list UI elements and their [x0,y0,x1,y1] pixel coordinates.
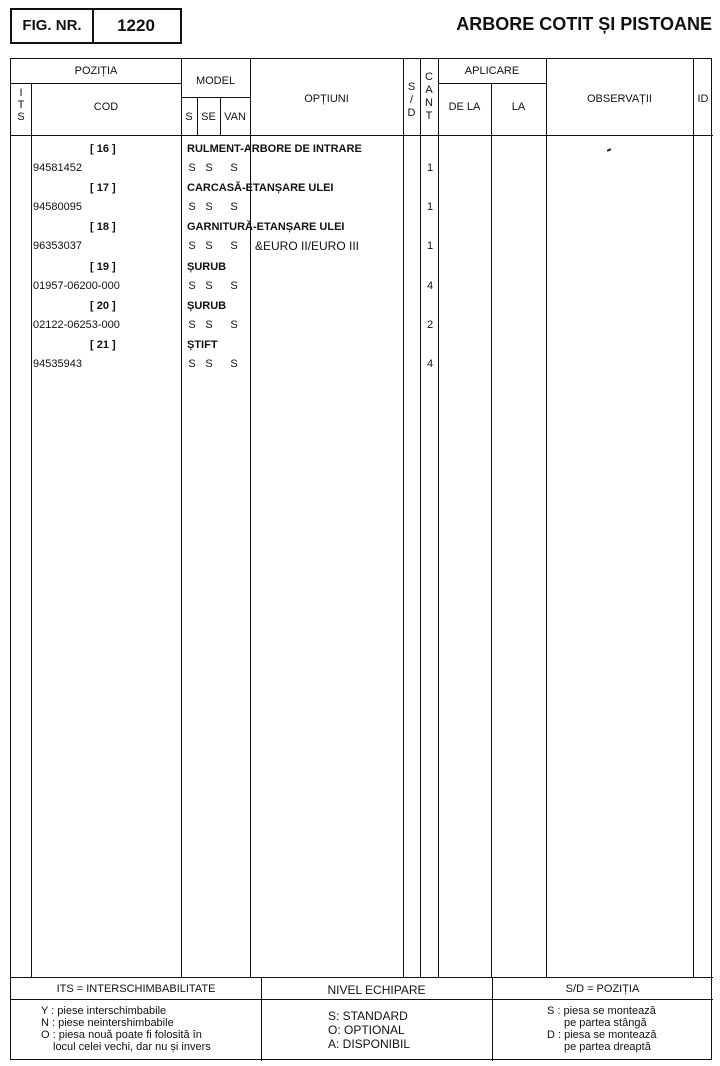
row-model-van: S [230,201,238,213]
row-part-name: ȘURUB [187,261,227,273]
figure-label: FIG. NR. [12,10,94,42]
row-quantity: 4 [426,358,434,370]
header-model-se: SE [201,111,216,123]
row-quantity: 1 [426,240,434,252]
page-title: ARBORE COTIT ȘI PISTOANE [456,14,712,34]
row-model-van: S [230,319,238,331]
row-model-se: S [205,201,213,213]
sd-legend: S : piesa se montează pe partea stângă D : piesa se montează pe partea dreaptă [547,1005,657,1053]
ink-mark [607,148,611,152]
header-aplicare: APLICARE [464,65,520,77]
its-legend: Y : piese interschimbabile N : piese neintershimbabile O : piesa nouă poate fi folosită în locul celei vechi, dar nu și invers [41,1005,211,1053]
divider [693,59,694,977]
row-model-se: S [205,280,213,292]
row-quantity: 1 [426,201,434,213]
divider [438,59,439,977]
row-model-van: S [230,358,238,370]
row-model-s: S [188,162,196,174]
row-model-s: S [188,240,196,252]
header-model-s: S [185,111,193,123]
figure-number: 1220 [117,16,155,35]
row-position: [ 21 ] [90,339,116,351]
row-quantity: 4 [426,280,434,292]
row-part-name: ȘTIFT [187,339,218,351]
row-position: [ 16 ] [90,143,116,155]
row-model-s: S [188,280,196,292]
row-model-se: S [205,162,213,174]
header-model: MODEL [195,75,236,87]
divider [11,135,713,136]
divider [31,83,32,977]
nivel-legend-title: NIVEL ECHIPARE [327,983,426,997]
row-part-name: CARCASĂ-ETANȘARE ULEI [187,182,334,194]
row-part-code: 94581452 [33,162,82,174]
row-model-van: S [230,280,238,292]
divider [181,59,182,977]
row-part-code: 94535943 [33,358,82,370]
nivel-legend: S: STANDARD O: OPTIONAL A: DISPONIBIL [328,1009,411,1051]
sd-legend-title: S/D = POZIȚIA [565,983,640,995]
row-part-code: 96353037 [33,240,82,252]
figure-number-box [10,8,182,44]
header-its: I T S [17,87,25,123]
divider [420,59,421,977]
row-model-s: S [188,201,196,213]
divider [250,59,251,977]
divider [403,59,404,977]
divider [11,999,713,1000]
row-model-s: S [188,319,196,331]
its-legend-title: ITS = INTERSCHIMBABILITATE [56,983,216,995]
header-observatii: OBSERVAȚII [586,93,652,105]
row-model-van: S [230,162,238,174]
row-part-code: 02122-06253-000 [33,319,120,331]
header-optiuni: OPȚIUNI [304,93,349,105]
row-part-code: 01957-06200-000 [33,280,120,292]
divider [11,977,713,978]
row-model-van: S [230,240,238,252]
row-part-name: ȘURUB [187,300,227,312]
header-de-la: DE LA [448,101,481,113]
row-position: [ 17 ] [90,182,116,194]
header-cant: C A N T [425,71,433,122]
row-quantity: 1 [426,162,434,174]
divider [491,83,492,977]
header-id: ID [697,93,709,105]
row-option: &EURO II/EURO III [255,239,360,253]
row-model-se: S [205,240,213,252]
divider [438,83,546,84]
row-model-s: S [188,358,196,370]
divider [11,83,181,84]
row-quantity: 2 [426,319,434,331]
row-part-code: 94580095 [33,201,82,213]
row-model-se: S [205,319,213,331]
parts-table [10,58,712,1060]
header-cod: COD [93,101,119,113]
header-la: LA [511,101,526,113]
header-pozitia: POZIȚIA [74,65,118,77]
row-part-name: GARNITURĂ-ETANȘARE ULEI [187,221,345,233]
divider [181,97,250,98]
row-position: [ 18 ] [90,221,116,233]
row-part-name: RULMENT-ARBORE DE INTRARE [187,143,362,155]
row-position: [ 20 ] [90,300,116,312]
row-position: [ 19 ] [90,261,116,273]
header-model-van: VAN [224,111,246,123]
header-sd: S / D [407,81,416,119]
divider [546,59,547,977]
row-model-se: S [205,358,213,370]
